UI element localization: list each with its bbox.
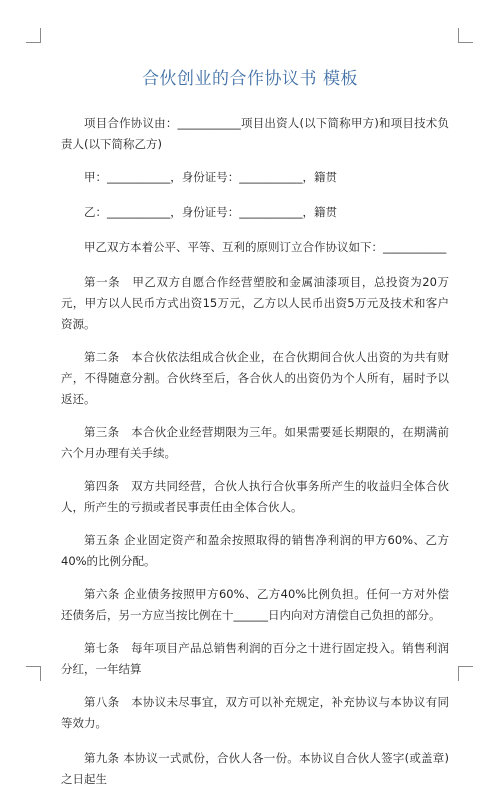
crop-mark-bottom-right: [458, 666, 473, 681]
paragraph-intro: 项目合作协议由：___________项目出资人(以下简称甲方)和项目技术负责人(以下简称乙方): [61, 116, 449, 151]
paragraph-article-2: 第二条 本合伙依法组成合伙企业，在合伙期间合伙人出资的为共有财产，不得随意分割。合伙终至后，各合伙人的出资仍为个人所有，届时予以返还。: [61, 350, 449, 406]
paragraph-party-a: 甲：___________，身份证号：___________，籍贯: [84, 170, 337, 184]
paragraph-article-7: 第七条 每年项目产品总销售利润的百分之十进行固定投入。销售利润分红，一年结算: [61, 641, 449, 676]
paragraph-article-6: 第六条 企业债务按照甲方60%、乙方40%比例负担。任何一方对外偿还债务后，另一方应当按比例在十______日内向对方清偿自己负担的部分。: [61, 587, 449, 622]
crop-mark-top-left: [26, 28, 41, 43]
paragraph-article-9: 第九条 本协议一式贰份，合伙人各一份。本协议自合伙人签字(或盖章)之日起生: [61, 751, 449, 786]
crop-mark-top-right: [458, 28, 473, 43]
paragraph-article-5: 第五条 企业固定资产和盈余按照取得的销售净利润的甲方60%、乙方40%的比例分配。: [61, 533, 449, 568]
document-title: 合伙创业的合作协议书 模板: [142, 69, 358, 89]
paragraph-article-4: 第四条 双方共同经营，合伙人执行合伙事务所产生的收益归全体合伙人，所产生的亏损或者民事责任由全体合伙人。: [61, 479, 449, 514]
paragraph-principle: 甲乙双方本着公平、平等、互利的原则订立合作协议如下：___________: [84, 240, 447, 254]
crop-mark-bottom-left: [26, 666, 41, 681]
paragraph-article-8: 第八条 本协议未尽事宜，双方可以补充规定，补充协议与本协议有同等效力。: [61, 695, 449, 730]
paragraph-article-1: 第一条 甲乙双方自愿合作经营塑胶和金属油漆项目，总投资为20万元，甲方以人民币方式出资15万元，乙方以人民币出资5万元及技术和客户资源。: [61, 275, 449, 331]
document-body: [61, 113, 449, 802]
paragraph-party-b: 乙：___________，身份证号：___________，籍贯: [84, 205, 337, 219]
paragraph-article-3: 第三条 本合伙企业经营期限为三年。如果需要延长期限的，在期满前六个月办理有关手续。: [61, 425, 449, 460]
